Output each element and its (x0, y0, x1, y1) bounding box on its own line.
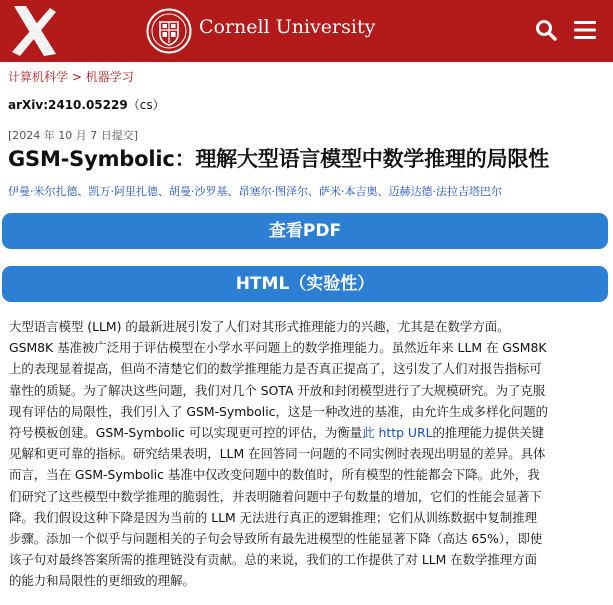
abstract-line-with-link (9, 422, 606, 443)
paper-title: GSM-Symbolic：理解大型语言模型中数学推理的局限性 (8, 147, 549, 171)
arxiv-logo-icon[interactable] (6, 2, 60, 60)
abstract-line-text: 符号模板创建。GSM-Symbolic 可以实现更可控的评估，为衡量 (9, 425, 363, 441)
breadcrumb-category-link[interactable]: 计算机科学 (8, 70, 69, 84)
abstract-line-text: 的推理能力提供关键 (432, 425, 544, 441)
breadcrumb (8, 68, 134, 85)
author-list[interactable]: 伊曼·米尔扎德、凯万·阿里扎德、胡曼·沙罗基、昂塞尔·图泽尔、萨米·本吉奥、迈赫达德·法拉吉塔巴尔 (8, 185, 502, 198)
arxiv-identifier (8, 96, 165, 113)
abstract-line: 降。我们假设这种下降是因为当前的 LLM 无法进行真正的逻辑推理；它们从训练数据中复制推理 (9, 509, 537, 525)
cornell-seal-icon[interactable] (146, 8, 192, 54)
breadcrumb-separator: > (71, 70, 82, 84)
view-pdf-button[interactable]: 查看PDF (2, 213, 608, 249)
abstract-line: 见解和更可靠的指标。研究结果表明，LLM 在回答同一问题的不同实例时表现出明显的差异。具体 (9, 446, 546, 462)
breadcrumb-subcategory-link[interactable]: 机器学习 (85, 70, 134, 84)
abstract-line: 而言，当在 GSM-Symbolic 基准中仅改变问题中的数值时，所有模型的性能都会下降。此外，我 (9, 467, 540, 483)
abstract-line: 靠性的质疑。为了解决这些问题，我们对几个 SOTA 开放和封闭模型进行了大规模研究。为了克服 (9, 382, 546, 398)
search-icon[interactable] (535, 19, 557, 41)
abstract-line: 现有评估的局限性，我们引入了 GSM-Symbolic，这是一种改进的基准，由允许生成多样化问题的 (9, 403, 549, 419)
abstract-line: 大型语言模型 (LLM) 的最新进展引发了人们对其形式推理能力的兴趣，尤其是在数学方面。 (9, 319, 510, 334)
site-header (0, 0, 613, 62)
abstract (9, 316, 606, 592)
http-url-link[interactable]: 此 http URL (362, 425, 433, 441)
arxiv-id-number: arXiv:2410.05229 (8, 98, 128, 112)
abstract-line: GSM8K 基准被广泛用于评估模型在小学水平问题上的数学推理能力。虽然近年来 LLM 在 GSM8K (9, 340, 547, 356)
university-name[interactable]: Cornell University (199, 16, 376, 38)
subject-code: （cs） (127, 98, 165, 112)
abstract-line: 的能力和局限性的更细致的理解。 (9, 573, 195, 589)
abstract-line: 们研究了这些模型中数学推理的脆弱性，并表明随着问题中子句数量的增加，它们的性能会显著下 (9, 488, 542, 504)
abstract-line: 步骤。添加一个似乎与问题相关的子句会导致所有最先进模型的性能显著下降（高达 65%），即使 (9, 531, 543, 547)
abstract-line: 该子句对最终答案所需的推理链没有贡献。总的来说，我们的工作提供了对 LLM 在数学推理方面 (9, 552, 537, 568)
submission-date: [2024 年 10 月 7 日提交] (8, 129, 139, 142)
abstract-line: 上的表现显着提高，但尚不清楚它们的数学推理能力是否真正提高了，这引发了人们对报告指标可 (9, 361, 542, 377)
hamburger-menu-icon[interactable] (574, 20, 596, 40)
html-experimental-button[interactable]: HTML（实验性） (2, 266, 608, 302)
